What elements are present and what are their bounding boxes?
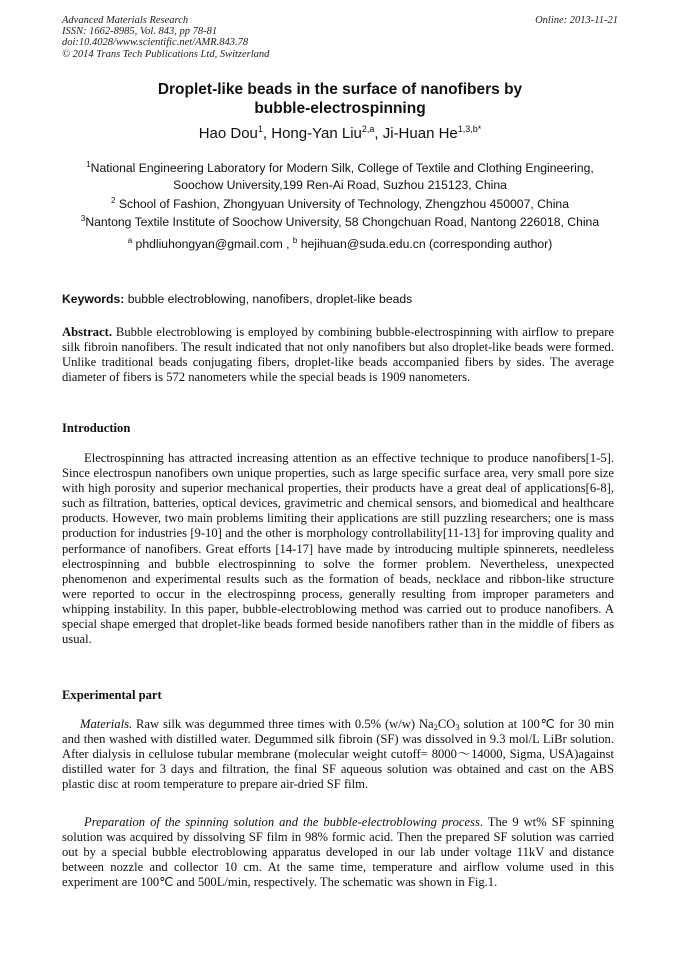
doi: doi:10.4028/www.scientific.net/AMR.843.78	[62, 37, 249, 49]
chem-subscript: 3	[455, 722, 460, 732]
author-name: Ji-Huan He	[382, 125, 458, 142]
copyright: © 2014 Trans Tech Publications Ltd, Switzerland	[62, 48, 270, 60]
materials-text: Raw silk was degummed three times with 0.5% (w/w) Na	[132, 717, 434, 731]
abstract	[62, 325, 614, 385]
abstract-label: Abstract.	[62, 325, 113, 339]
author-list	[62, 124, 618, 143]
introduction-paragraph: Electrospinning has attracted increasing attention as an effective technique to produce nanofibers[1-5]. Since electrospun nanofibers own unique properties, such as large specific surface area, very small pore size with high porosity and superior mechanical properties, their products have a great deal of applications[6-8], such as filtration, batteries, optical devices, gravimetric and chemical sensors, and biomedical and healthcare products. However, two main problems limiting their applications are still puzzling researchers; one is mass production for industries [9-10] and the other is morphology controllability[11-13] for improving quality and performance of nanofibers. Great efforts [14-17] have made by introducing multiple spinnerets, needleless electrospinning and bubble electrospinning to solve the former problem. Nevertheless, unexpected phenomenon and experimental results such as the formation of beads, necklace and ribbon-like structure were reported to occur in the electrospinng process, generally resulting from improper parameters and whipping instability. In this paper, bubble-electroblowing method was carried out to produce nanofibers. A special shape emerged that droplet-like beads formed beside nanofibers rather than in the middle of fibers as usual.	[62, 451, 614, 647]
title-line-2: bubble-electrospinning	[254, 100, 426, 117]
abstract-text: Bubble electroblowing is employed by combining bubble-electrospinning with airflow to prepare silk fibroin nanofibers. The result indicated that not only nanofibers but also droplet-like beads were formed. Unlike traditional beads conjugating fibers, droplet-like beads accompanied fibers by sides. The average diameter of fibers is 572 nanometers while the special beads is 1909 nanometers.	[62, 325, 614, 385]
affil-text: Nantong Textile Institute of Soochow University, 58 Chongchuan Road, Nantong 226018, China	[85, 215, 600, 229]
preparation-text: . The 9 wt% SF spinning solution was acquired by dissolving SF film in 98% formic acid. Then the prepared SF solution was carried out by a special bubble electroblowing apparatus developed in our lab under voltage 11kV and distance between nozzle and collector 10 cm. At the same time, temperature and airflow volume used in this experiment are 100℃ and 500L/min, respectively. The schematic was shown in Fig.1.	[62, 815, 615, 890]
materials-label: Materials.	[80, 717, 133, 731]
affil-mark: 2	[111, 196, 116, 205]
affil-text: National Engineering Laboratory for Modern Silk, College of Textile and Clothing Engineering,	[90, 161, 594, 175]
materials-text: solution at 100℃ for 30 min and then washed with distilled water. Degummed silk fibroin (SF) was dissolved in 9.3 mol/L LiBr solution. After dialysis in cellulose tubular membrane (molecular weight cutoff= 8000～14000, Sigma, USA)against distilled water for 3 days and filtration, the final SF aqueous solution was obtained and cast on the ABS plastic disc at room temperature to prepare air-dried SF film.	[62, 717, 614, 792]
chem-subscript: 2	[433, 722, 438, 732]
journal-name: Advanced Materials Research	[62, 15, 189, 26]
materials-text: CO	[437, 717, 456, 731]
online-date: Online: 2013-11-21	[535, 15, 618, 26]
email-text: hejihuan@suda.edu.cn (corresponding author)	[297, 237, 553, 251]
preparation-paragraph	[62, 815, 614, 890]
experimental-heading: Experimental part	[62, 688, 162, 702]
materials-paragraph	[62, 717, 614, 792]
preparation-label: Preparation of the spinning solution and the bubble-electroblowing process	[84, 815, 480, 829]
email-mark: a	[127, 236, 133, 245]
affiliation-3	[62, 214, 618, 231]
author-affil-mark: 1	[257, 124, 263, 134]
author-affil-mark: 2,a	[361, 124, 375, 134]
keywords	[62, 291, 618, 307]
paper-title	[62, 80, 618, 118]
author-separator: ,	[374, 125, 383, 142]
email-mark: b	[292, 236, 298, 245]
introduction-heading: Introduction	[62, 421, 131, 435]
affiliation-2	[62, 196, 618, 213]
author-name: Hao Dou	[198, 125, 258, 142]
email-text: phdliuhongyan@gmail.com ,	[132, 237, 293, 251]
affil-mark: 1	[86, 160, 91, 169]
affil-mark: 3	[80, 214, 86, 223]
author-emails	[62, 236, 618, 252]
title-line-1: Droplet-like beads in the surface of nanofibers by	[157, 81, 523, 98]
author-affil-mark: 1,3,b*	[457, 124, 482, 134]
keywords-label: Keywords:	[62, 292, 125, 306]
journal-header	[62, 15, 618, 60]
affil-text: School of Fashion, Zhongyuan University of Technology, Zhengzhou 450007, China	[115, 197, 569, 211]
issn: ISSN: 1662-8985, Vol. 843, pp 78-81	[62, 26, 218, 38]
author-name: Hong-Yan Liu	[271, 125, 362, 142]
author-separator: ,	[262, 125, 272, 142]
affil-text: Soochow University,199 Ren-Ai Road, Suzhou 215123, China	[173, 177, 507, 192]
keywords-text: bubble electroblowing, nanofibers, droplet-like beads	[124, 292, 413, 306]
affiliation-1	[62, 160, 618, 193]
